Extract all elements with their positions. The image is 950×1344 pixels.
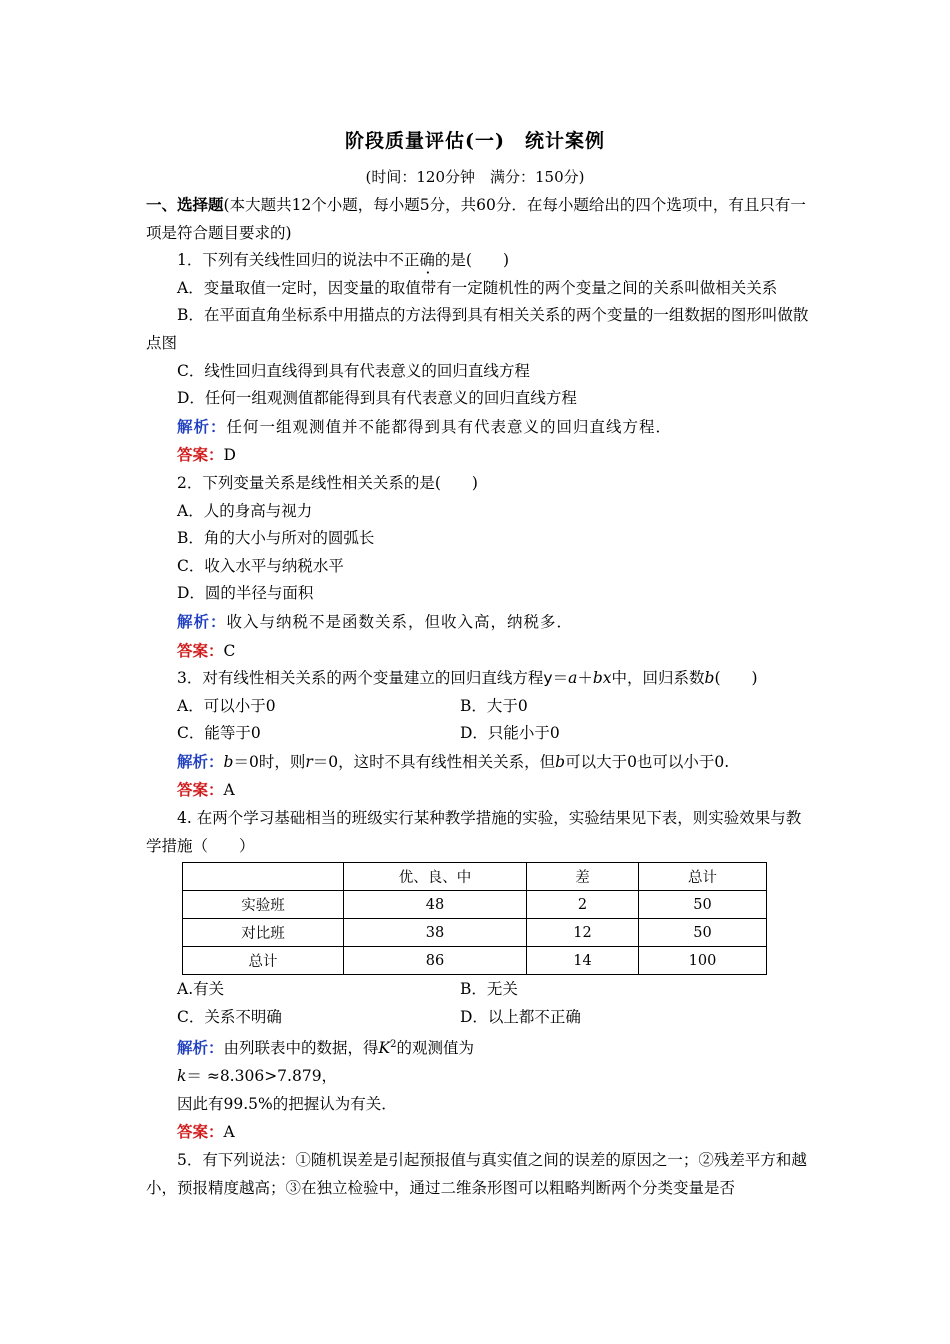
q5-stem: 5．有下列说法：①随机误差是引起预报值与真实值之间的误差的原因之一；②残差平方和越小，预报精度越高；③在独立检验中，通过二维条形图可以粗略判断两个分类变量是否	[146, 1150, 807, 1197]
table-cell: 38	[344, 919, 527, 947]
exam-info: (时间：120分钟 满分：150分)	[365, 168, 585, 186]
q2-answer: 答案：C	[177, 640, 236, 660]
q4-answer: 答案：A	[177, 1122, 235, 1142]
q3-option-c: C．能等于0	[177, 724, 261, 743]
table-cell: 实验班	[183, 891, 344, 919]
q3-option-a: A．可以小于0	[177, 696, 276, 715]
q3-option-d: D．只能小于0	[460, 724, 560, 743]
q2-option-c: C．收入水平与纳税水平	[177, 556, 344, 575]
q2-stem: 2．下列变量关系是线性相关关系的是( )	[177, 473, 478, 492]
q4-analysis-conclusion: 因此有99.5%的把握认为有关．	[177, 1094, 397, 1113]
q1-analysis: 解析：任何一组观测值并不能都得到具有代表意义的回归直线方程．	[177, 416, 673, 436]
q3-option-b: B．大于0	[460, 696, 528, 715]
page-title: 阶段质量评估(一) 统计案例	[345, 130, 605, 152]
q3-options-ab	[146, 693, 810, 721]
q1-option-a: A．变量取值一定时，因变量的取值带有一定随机性的两个变量之间的关系叫做相关关系	[177, 278, 778, 297]
q3-options-cd	[146, 720, 810, 748]
q1-option-c: C．线性回归直线得到具有代表意义的回归直线方程	[177, 361, 530, 380]
q4-options-ab	[146, 976, 810, 1004]
section-heading: 一、选择题(本大题共12个小题，每小题5分，共60分．在每小题给出的四个选项中，有且只有一项是符合题目要求的)	[146, 195, 806, 242]
table-cell: 100	[639, 947, 767, 975]
q3-stem: 3．对有线性相关关系的两个变量建立的回归直线方程y＝a＋bx中，回归系数b( )	[177, 669, 758, 688]
table-cell: 86	[344, 947, 527, 975]
q4-option-d: D．以上都不正确	[460, 1007, 581, 1026]
q2-option-a: A．人的身高与视力	[177, 501, 313, 520]
q4-option-a: A.有关	[177, 980, 225, 999]
q2-option-d: D．圆的半径与面积	[177, 584, 314, 603]
table-row	[183, 947, 767, 975]
q3-analysis: 解析：b＝0时，则r＝0，这时不具有线性相关关系，但b可以大于0也可以小于0.	[177, 751, 730, 771]
table-cell: 2	[527, 891, 639, 919]
q2-analysis: 解析：收入与纳税不是函数关系，但收入高，纳税多．	[177, 611, 574, 631]
table-cell: 50	[639, 891, 767, 919]
table-cell: 14	[527, 947, 639, 975]
document-body	[146, 191, 810, 1202]
q4-analysis-formula: k＝ ≈8.306>7.879，	[177, 1067, 338, 1086]
table-cell: 48	[344, 891, 527, 919]
table-header-cell: 差	[527, 863, 639, 891]
table-cell: 对比班	[183, 919, 344, 947]
table-header-cell: 优、良、中	[344, 863, 527, 891]
table-header-row	[183, 863, 767, 891]
q3-answer: 答案：A	[177, 780, 235, 800]
table-header-cell: 总计	[639, 863, 767, 891]
table-cell: 50	[639, 919, 767, 947]
table-header-cell	[183, 863, 344, 891]
q4-analysis: 解析：由列联表中的数据，得$K^2$的观测值为	[177, 1038, 475, 1058]
table-cell: 12	[527, 919, 639, 947]
q4-option-b: B．无关	[460, 980, 518, 999]
q1-stem: 1．下列有关线性回归的说法中不 ·正确的是( )	[146, 247, 810, 275]
q2-option-b: B．角的大小与所对的圆弧长	[177, 529, 375, 548]
table-row	[183, 919, 767, 947]
table-cell: 总计	[183, 947, 344, 975]
q4-options-cd	[146, 1004, 810, 1032]
emphasis-dot: 不 ·	[388, 251, 404, 269]
q1-option-b: B．在平面直角坐标系中用描点的方法得到具有相关关系的两个变量的一组数据的图形叫做散点图	[146, 306, 809, 352]
table-row	[183, 891, 767, 919]
q1-option-d: D．任何一组观测值都能得到具有代表意义的回归直线方程	[177, 389, 577, 408]
q4-stem: 4. 在两个学习基础相当的班级实行某种教学措施的实验，实验结果见下表，则实验效果与教学措施（ ）	[146, 809, 802, 855]
q1-answer: 答案：D	[177, 445, 236, 465]
contingency-table	[182, 862, 767, 975]
q4-option-c: C．关系不明确	[177, 1007, 282, 1026]
